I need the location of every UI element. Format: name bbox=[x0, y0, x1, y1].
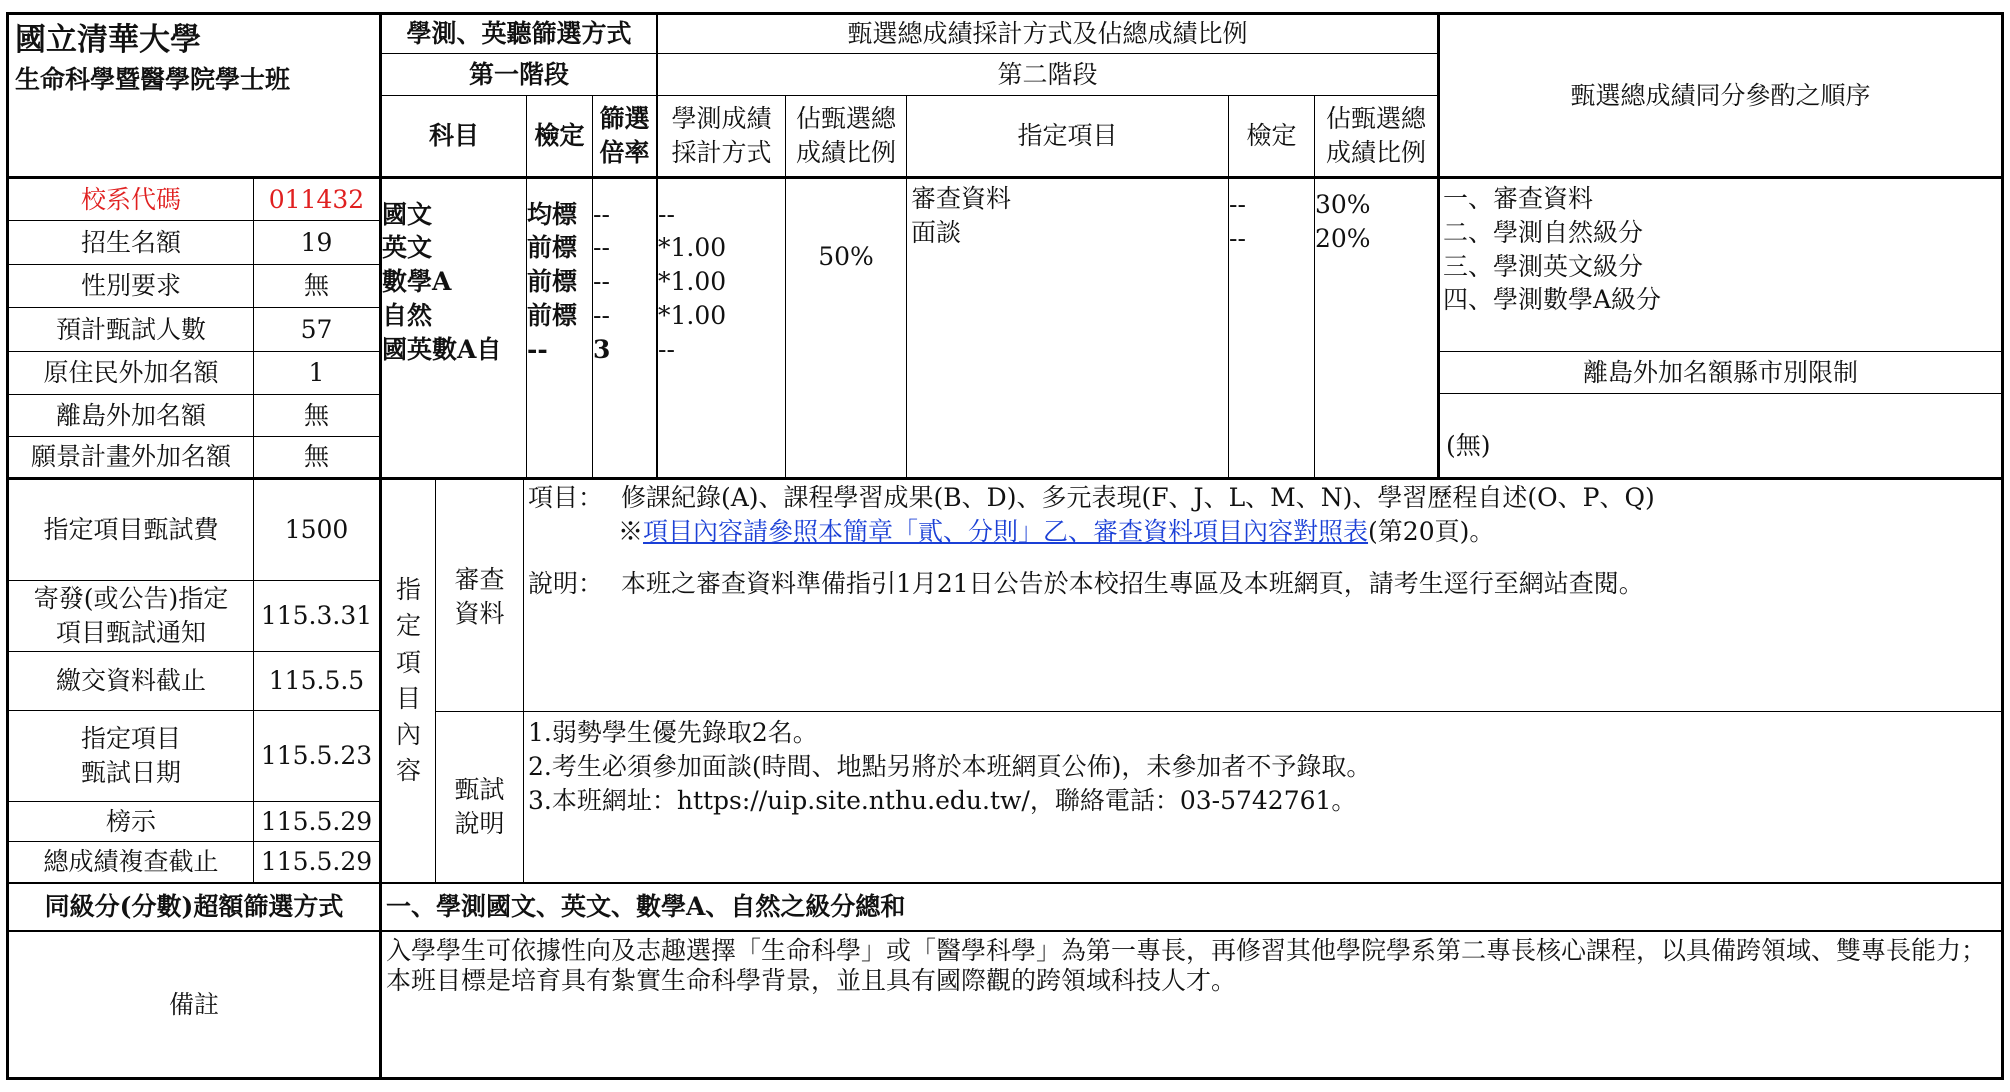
date-label-line2: 項目甄試通知 bbox=[55, 618, 206, 647]
remarks-label: 備註 bbox=[168, 989, 219, 1019]
review-desc-prefix: 說明： bbox=[528, 568, 604, 598]
dept-name: 生命科學暨醫學院學士班 bbox=[15, 65, 291, 95]
check-header: 檢定 bbox=[534, 121, 585, 151]
info-value: 無 bbox=[303, 271, 329, 301]
date-label: 榜示 bbox=[105, 806, 156, 836]
date-label: 繳交資料截止 bbox=[55, 666, 206, 696]
exam-line: 1.弱勢學生優先錄取2名。 bbox=[528, 718, 818, 747]
subject-check: 前標 bbox=[527, 233, 578, 263]
subject-check: 前標 bbox=[527, 300, 578, 330]
info-label: 原住民外加名額 bbox=[43, 358, 219, 388]
pct-header-line2: 成績比例 bbox=[795, 138, 896, 167]
info-value: 1 bbox=[308, 358, 325, 388]
review-label bbox=[436, 552, 523, 642]
date-label bbox=[9, 711, 253, 801]
date-label-line2: 甄試日期 bbox=[80, 758, 181, 787]
date-label: 總成績複查截止 bbox=[43, 847, 219, 877]
stage2-item-check: -- bbox=[1229, 190, 1246, 220]
date-value: 1500 bbox=[284, 515, 349, 545]
pct2-header bbox=[1315, 96, 1437, 176]
remarks-text: 入學學生可依據性向及志趣選擇「生命科學」或「醫學科學」為第一專長，再修習其他學院學系第二專長核心課程，以具備跨領域、雙專長能力；本班目標是培育具有紮實生命科學背景，並且具有國際觀的跨領域科技人才。 bbox=[386, 936, 1987, 995]
ratio-header bbox=[593, 96, 656, 176]
content-label-char: 容 bbox=[395, 756, 421, 786]
info-label: 性別要求 bbox=[80, 271, 181, 301]
method-header bbox=[658, 96, 785, 176]
subject-check: 前標 bbox=[527, 267, 578, 297]
ratio-list bbox=[593, 182, 656, 382]
stage1-pct: 50% bbox=[818, 242, 874, 272]
info-label: 離島外加名額 bbox=[55, 400, 206, 430]
subject-name: 國文 bbox=[382, 199, 433, 229]
stage2-item-name: 面談 bbox=[911, 217, 962, 247]
subject-ratio: 3 bbox=[593, 334, 611, 364]
content-label-char: 內 bbox=[395, 720, 421, 749]
tie-order-list bbox=[1443, 182, 1999, 347]
island-title: 離島外加名額縣市別限制 bbox=[1582, 357, 1858, 387]
stage2-item-pct: 20% bbox=[1315, 224, 1371, 253]
review-note-line bbox=[528, 515, 1494, 549]
subject-method: *1.00 bbox=[658, 267, 727, 297]
school-name: 國立清華大學 bbox=[15, 22, 201, 58]
tie-order-header: 甄選總成績同分參酌之順序 bbox=[1570, 80, 1871, 110]
check-list bbox=[527, 182, 592, 382]
pct-header-line1: 佔甄選總 bbox=[795, 104, 896, 134]
tie-order-item: 四、學測數學A級分 bbox=[1443, 285, 1662, 315]
review-label-line1: 審查 bbox=[454, 565, 505, 595]
review-desc-line bbox=[528, 567, 1644, 601]
school-header bbox=[9, 15, 379, 176]
review-items-prefix: 項目： bbox=[528, 483, 604, 512]
content-label-char: 指 bbox=[395, 575, 421, 604]
content-label-char: 目 bbox=[395, 683, 421, 713]
tie-order-item: 一、審查資料 bbox=[1443, 184, 1594, 213]
info-label: 招生名額 bbox=[80, 227, 181, 257]
info-label: 校系代碼 bbox=[80, 184, 181, 214]
date-value: 115.5.5 bbox=[268, 666, 365, 696]
subject-method: *1.00 bbox=[658, 233, 727, 263]
tie-order-item: 二、學測自然級分 bbox=[1443, 217, 1644, 247]
review-items-reference-link[interactable]: 項目內容請參照本簡章「貳、分則」乙、審查資料項目內容對照表 bbox=[643, 516, 1369, 546]
subject-ratio: -- bbox=[593, 199, 610, 229]
date-label-line1: 指定項目 bbox=[80, 724, 181, 754]
subject-name: 英文 bbox=[382, 233, 433, 263]
stage2-check-list bbox=[1229, 182, 1314, 262]
info-value: 011432 bbox=[268, 184, 365, 214]
stage2-item-name: 審查資料 bbox=[911, 184, 1012, 213]
review-items-line bbox=[528, 481, 1655, 515]
exam-label-line1: 甄試 bbox=[454, 775, 505, 805]
exam-line: 3.本班網址：https://uip.site.nthu.edu.tw/，聯絡電話：03-5742761。 bbox=[528, 785, 1357, 815]
exam-content bbox=[528, 716, 1998, 880]
subject-name: 國英數A自 bbox=[382, 334, 502, 364]
exam-label bbox=[436, 757, 523, 857]
date-value: 115.5.23 bbox=[260, 741, 373, 771]
date-label: 指定項目甄試費 bbox=[43, 515, 219, 545]
pct-header bbox=[786, 96, 906, 176]
method-header-line2: 採計方式 bbox=[671, 138, 772, 167]
tie-filter-label: 同級分(分數)超額篩選方式 bbox=[44, 892, 344, 922]
review-items-text: 修課紀錄(A)、課程學習成果(B、D)、多元表現(F、J、L、M、N)、學習歷程自述(O、P、Q) bbox=[620, 483, 1655, 512]
date-label-line1: 寄發(或公告)指定 bbox=[33, 584, 229, 614]
tie-order-item: 三、學測英文級分 bbox=[1443, 251, 1644, 281]
stage1-header: 第一階段 bbox=[468, 59, 569, 89]
pct2-header-line1: 佔甄選總 bbox=[1325, 104, 1426, 134]
admission-table bbox=[6, 12, 2004, 1080]
subject-list bbox=[382, 182, 526, 382]
subject-ratio: -- bbox=[593, 267, 610, 297]
subject-check: 均標 bbox=[527, 199, 578, 229]
info-value: 無 bbox=[303, 400, 329, 430]
subject-name: 自然 bbox=[382, 300, 433, 330]
subject-method: -- bbox=[658, 334, 675, 364]
info-label: 願景計畫外加名額 bbox=[30, 442, 231, 472]
stage2-pct-list bbox=[1315, 182, 1437, 262]
pct2-header-line2: 成績比例 bbox=[1325, 138, 1426, 167]
island-value: (無) bbox=[1446, 430, 1491, 460]
review-desc-text: 本班之審查資料準備指引1月21日公告於本校招生專區及本班網頁，請考生逕行至網站查閱。 bbox=[620, 568, 1644, 598]
ratio-header-line2: 倍率 bbox=[599, 138, 650, 167]
subject-check: -- bbox=[527, 334, 548, 364]
subject-method: *1.00 bbox=[658, 300, 727, 330]
exam-line: 2.考生必須參加面談(時間、地點另將於本班網頁公佈)，未參加者不予錄取。 bbox=[528, 751, 1372, 781]
stage1-group-header: 學測、英聽篩選方式 bbox=[406, 19, 632, 49]
method-header-line1: 學測成績 bbox=[671, 104, 772, 134]
exam-label-line2: 說明 bbox=[454, 809, 505, 838]
subject-name: 數學A bbox=[382, 267, 452, 297]
date-label bbox=[9, 581, 253, 651]
subject-ratio: -- bbox=[593, 300, 610, 330]
method-list bbox=[658, 182, 785, 382]
stage2-header: 第二階段 bbox=[997, 59, 1098, 89]
content-label-char: 項 bbox=[395, 647, 421, 677]
total-score-group-header: 甄選總成績採計方式及佔總成績比例 bbox=[847, 19, 1248, 49]
review-label-line2: 資料 bbox=[454, 599, 505, 628]
review-content bbox=[528, 481, 1998, 709]
stage2-item-check: -- bbox=[1229, 224, 1246, 253]
ratio-header-line1: 篩選 bbox=[599, 104, 650, 134]
subject-ratio: -- bbox=[593, 233, 610, 263]
review-note-suffix: (第20頁)。 bbox=[1368, 516, 1495, 546]
review-note-mark: ※ bbox=[618, 516, 644, 546]
tie-filter-value: 一、學測國文、英文、數學A、自然之級分總和 bbox=[386, 892, 906, 922]
check2-header: 檢定 bbox=[1246, 121, 1297, 151]
info-value: 19 bbox=[300, 227, 333, 257]
info-value: 57 bbox=[300, 314, 333, 344]
subject-header: 科目 bbox=[428, 121, 479, 151]
content-vertical-label bbox=[382, 572, 435, 812]
info-label: 預計甄試人數 bbox=[55, 314, 206, 344]
items-header: 指定項目 bbox=[1017, 121, 1118, 151]
date-value: 115.5.29 bbox=[260, 806, 373, 836]
date-value: 115.5.29 bbox=[260, 847, 373, 877]
stage2-item-list bbox=[911, 182, 1227, 262]
info-value: 無 bbox=[303, 442, 329, 472]
date-value: 115.3.31 bbox=[260, 601, 373, 631]
content-label-char: 定 bbox=[395, 611, 421, 641]
subject-method: -- bbox=[658, 199, 675, 229]
stage2-item-pct: 30% bbox=[1315, 190, 1371, 220]
